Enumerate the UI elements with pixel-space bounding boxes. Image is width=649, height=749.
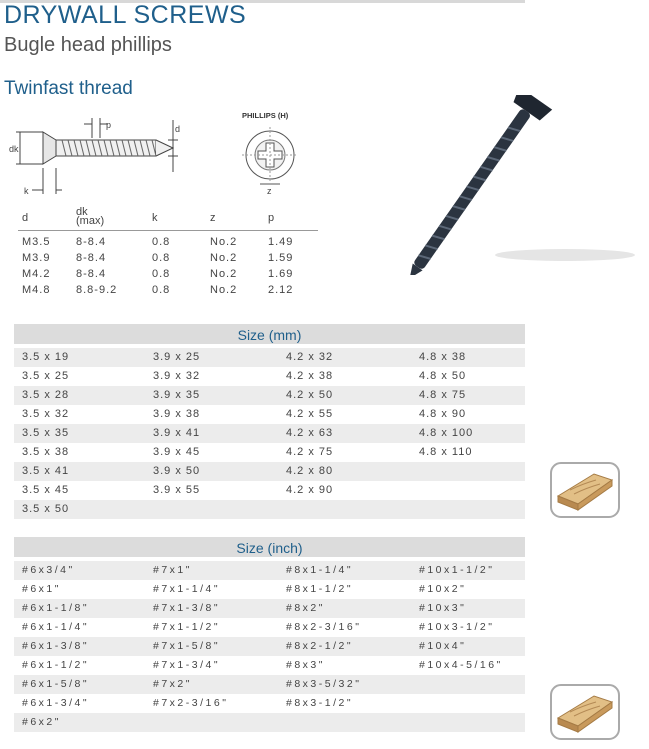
table-cell: 3.9 x 38 [153,408,201,420]
spec-cell: 2.12 [268,284,294,296]
table-cell: 4.2 x 38 [286,370,334,382]
table-cell: 3.9 x 35 [153,389,201,401]
table-cell: #8x1-1/4" [286,564,354,576]
spec-header-dk-sub: (max) [76,215,105,227]
spec-row [18,283,318,299]
table-cell: #8x2-3/16" [286,621,362,633]
table-cell: #7x1-3/4" [153,659,221,671]
table-row [14,367,525,386]
spec-cell: No.2 [210,284,238,296]
table-row [14,386,525,405]
table-cell: #6x1" [22,583,61,595]
spec-header-k: k [152,212,158,224]
spec-header-d: d [22,212,29,224]
size-inch-table [14,537,525,732]
table-row [14,618,525,637]
table-row [14,675,525,694]
label-d: d [175,124,181,134]
spec-cell: 0.8 [152,284,171,296]
spec-cell: 1.59 [268,252,294,264]
table-cell: 4.2 x 50 [286,389,334,401]
wood-board-icon [550,462,620,518]
table-cell: #7x1-5/8" [153,640,221,652]
table-cell: 3.5 x 45 [22,484,70,496]
table-cell: #10x4-5/16" [419,659,503,671]
table-cell: 4.2 x 55 [286,408,334,420]
table-cell: 3.5 x 38 [22,446,70,458]
spec-cell: 1.69 [268,268,294,280]
table-row [14,424,525,443]
table-row [14,637,525,656]
table-cell: 3.5 x 19 [22,351,70,363]
table-cell: 3.5 x 35 [22,427,70,439]
table-cell: #7x1" [153,564,192,576]
table-cell: 3.9 x 55 [153,484,201,496]
table-cell: #7x1-3/8" [153,602,221,614]
table-row [14,462,525,481]
spec-cell: No.2 [210,268,238,280]
spec-header-dk [76,208,104,226]
screw-image [405,95,649,275]
table-cell: #8x3-5/32" [286,678,362,690]
size-mm-rows [14,348,525,519]
size-mm-table [14,324,525,519]
spec-cell: M3.5 [22,236,51,248]
size-inch-rows [14,561,525,732]
spec-cell: 8-8.4 [76,252,107,264]
table-cell: 3.9 x 41 [153,427,201,439]
label-z: z [267,186,272,196]
table-cell: #10x3" [419,602,467,614]
thread-heading: Twinfast thread [4,78,133,99]
spec-cell: 0.8 [152,252,171,264]
table-row [14,599,525,618]
label-k: k [24,186,29,196]
table-cell: #6x1-3/8" [22,640,90,652]
table-cell: 4.8 x 100 [419,427,474,439]
table-cell: #8x3-1/2" [286,697,354,709]
table-cell: 4.2 x 75 [286,446,334,458]
table-cell: #6x3/4" [22,564,75,576]
table-cell: 3.9 x 25 [153,351,201,363]
table-cell: 4.2 x 90 [286,484,334,496]
table-row [14,561,525,580]
table-cell: #6x1-1/4" [22,621,90,633]
table-cell: 4.2 x 32 [286,351,334,363]
table-cell: 4.8 x 75 [419,389,467,401]
spec-table [18,206,318,299]
table-cell: 4.8 x 50 [419,370,467,382]
table-cell: #8x1-1/2" [286,583,354,595]
table-row [14,656,525,675]
table-row [14,713,525,732]
spec-cell: 0.8 [152,236,171,248]
table-cell: 3.5 x 25 [22,370,70,382]
table-cell: #10x1-1/2" [419,564,495,576]
screw-dimension-drawing [8,112,188,202]
spec-cell: 0.8 [152,268,171,280]
table-row [14,481,525,500]
spec-cell: 8.8-9.2 [76,284,118,296]
spec-cell: M4.8 [22,284,51,296]
spec-header-p: p [268,212,275,224]
size-mm-header: Size (mm) [14,324,525,344]
table-cell: 3.9 x 50 [153,465,201,477]
table-cell: #10x2" [419,583,467,595]
spec-cell: 8-8.4 [76,268,107,280]
table-cell: 4.8 x 38 [419,351,467,363]
table-cell: 3.5 x 32 [22,408,70,420]
table-cell: 3.5 x 28 [22,389,70,401]
table-cell: #6x1-5/8" [22,678,90,690]
spec-header-row [18,206,318,231]
table-row [14,694,525,713]
table-cell: 3.5 x 41 [22,465,70,477]
table-cell: 3.9 x 32 [153,370,201,382]
table-cell: #7x1-1/4" [153,583,221,595]
spec-header-dk-label: dk [76,206,88,218]
label-dk: dk [9,144,19,154]
table-cell: 3.5 x 50 [22,503,70,515]
spec-cell: 8-8.4 [76,236,107,248]
table-cell: #10x3-1/2" [419,621,495,633]
page-subtitle: Bugle head phillips [4,34,172,56]
spec-cell: No.2 [210,252,238,264]
spec-cell: M4.2 [22,268,51,280]
table-cell: #7x1-1/2" [153,621,221,633]
table-cell: 4.8 x 90 [419,408,467,420]
spec-cell: M3.9 [22,252,51,264]
phillips-drive-diagram [238,108,308,198]
wood-board-icon [550,684,620,740]
table-row [14,500,525,519]
spec-cell: No.2 [210,236,238,248]
label-p: p [106,120,112,130]
table-cell: #8x2-1/2" [286,640,354,652]
table-cell: #8x2" [286,602,325,614]
spec-header-z: z [210,212,216,224]
table-cell: 4.2 x 80 [286,465,334,477]
spec-row [18,251,318,267]
table-row [14,348,525,367]
size-inch-header: Size (inch) [14,537,525,557]
table-cell: #6x1-1/2" [22,659,90,671]
table-cell: #6x1-1/8" [22,602,90,614]
spec-rows [18,231,318,299]
table-cell: 3.9 x 45 [153,446,201,458]
page-title: DRYWALL SCREWS [4,1,247,29]
table-row [14,580,525,599]
table-row [14,405,525,424]
table-cell: #7x2" [153,678,192,690]
table-cell: #7x2-3/16" [153,697,229,709]
table-cell: 4.8 x 110 [419,446,473,458]
spec-row [18,235,318,251]
table-cell: #10x4" [419,640,467,652]
spec-row [18,267,318,283]
table-cell: 4.2 x 63 [286,427,334,439]
table-row [14,443,525,462]
table-cell: #6x1-3/4" [22,697,90,709]
table-cell: #6x2" [22,716,61,728]
phillips-label: PHILLIPS (H) [242,111,289,120]
spec-cell: 1.49 [268,236,294,248]
table-cell: #8x3" [286,659,325,671]
